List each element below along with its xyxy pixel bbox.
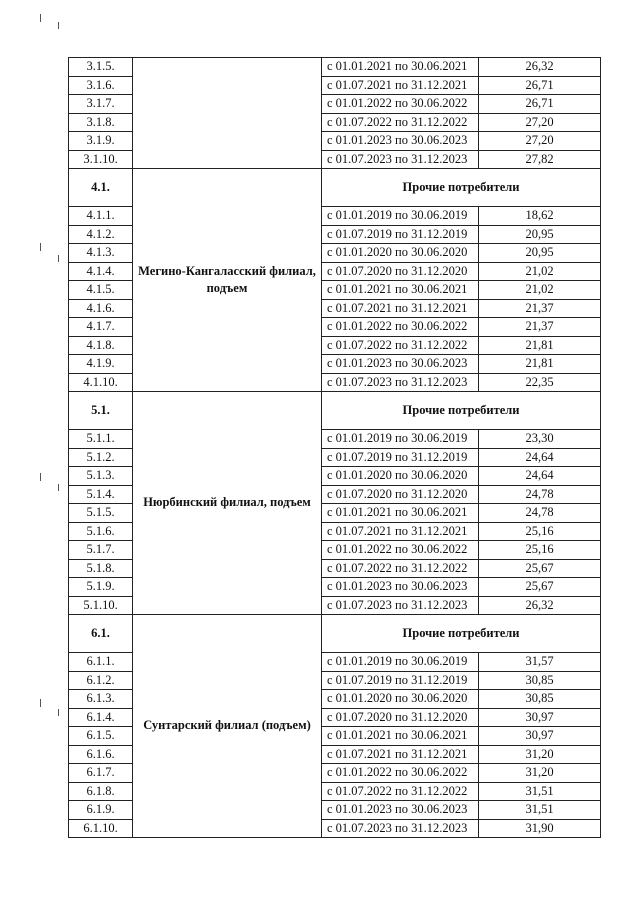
tariff-value: 25,67 xyxy=(479,578,601,597)
tariff-value: 22,35 xyxy=(479,373,601,392)
row-number: 4.1.5. xyxy=(69,281,133,300)
tariff-value: 21,37 xyxy=(479,299,601,318)
branch-name xyxy=(133,58,322,169)
tariff-value: 26,71 xyxy=(479,76,601,95)
period-cell: с 01.01.2021 по 30.06.2021 xyxy=(322,504,479,523)
period-cell: с 01.01.2021 по 30.06.2021 xyxy=(322,281,479,300)
branch-name: Нюрбинский филиал, подъем xyxy=(133,392,322,615)
section-header-row xyxy=(69,615,601,653)
period-cell: с 01.07.2019 по 31.12.2019 xyxy=(322,225,479,244)
row-number: 3.1.8. xyxy=(69,113,133,132)
row-number: 3.1.9. xyxy=(69,132,133,151)
period-cell: с 01.07.2022 по 31.12.2022 xyxy=(322,336,479,355)
scan-mark xyxy=(58,484,59,491)
tariff-value: 30,85 xyxy=(479,690,601,709)
row-number: 6.1.4. xyxy=(69,708,133,727)
row-number: 4.1.1. xyxy=(69,207,133,226)
row-number: 6.1.8. xyxy=(69,782,133,801)
period-cell: с 01.07.2023 по 31.12.2023 xyxy=(322,373,479,392)
period-cell: с 01.01.2023 по 30.06.2023 xyxy=(322,578,479,597)
period-cell: с 01.01.2020 по 30.06.2020 xyxy=(322,467,479,486)
period-cell: с 01.07.2019 по 31.12.2019 xyxy=(322,448,479,467)
period-cell: с 01.01.2023 по 30.06.2023 xyxy=(322,355,479,374)
period-cell: с 01.01.2023 по 30.06.2023 xyxy=(322,132,479,151)
scan-mark xyxy=(40,14,41,22)
row-number: 6.1.2. xyxy=(69,671,133,690)
tariff-value: 31,51 xyxy=(479,782,601,801)
row-number: 4.1.2. xyxy=(69,225,133,244)
period-cell: с 01.07.2023 по 31.12.2023 xyxy=(322,819,479,838)
tariff-value: 25,67 xyxy=(479,559,601,578)
tariff-value: 31,51 xyxy=(479,801,601,820)
scan-mark xyxy=(58,255,59,262)
period-cell: с 01.07.2020 по 31.12.2020 xyxy=(322,485,479,504)
period-cell: с 01.01.2022 по 30.06.2022 xyxy=(322,764,479,783)
branch-name: Мегино-Кангаласский филиал, подъем xyxy=(133,169,322,392)
period-cell: с 01.01.2020 по 30.06.2020 xyxy=(322,690,479,709)
row-number: 3.1.10. xyxy=(69,150,133,169)
scan-mark xyxy=(40,699,41,707)
period-cell: с 01.07.2022 по 31.12.2022 xyxy=(322,113,479,132)
tariff-value: 30,85 xyxy=(479,671,601,690)
tariff-table-body xyxy=(69,58,601,838)
tariff-value: 18,62 xyxy=(479,207,601,226)
row-number: 5.1.1. xyxy=(69,430,133,449)
period-cell: с 01.07.2021 по 31.12.2021 xyxy=(322,299,479,318)
tariff-value: 21,02 xyxy=(479,262,601,281)
period-cell: с 01.01.2019 по 30.06.2019 xyxy=(322,207,479,226)
tariff-value: 31,57 xyxy=(479,653,601,672)
period-cell: с 01.01.2022 по 30.06.2022 xyxy=(322,318,479,337)
row-number: 4.1.3. xyxy=(69,244,133,263)
tariff-value: 21,02 xyxy=(479,281,601,300)
row-number: 5.1.2. xyxy=(69,448,133,467)
tariff-value: 21,37 xyxy=(479,318,601,337)
tariff-value: 20,95 xyxy=(479,244,601,263)
row-number: 4.1.6. xyxy=(69,299,133,318)
period-cell: с 01.07.2020 по 31.12.2020 xyxy=(322,708,479,727)
consumer-category: Прочие потребители xyxy=(322,392,601,430)
row-number: 6.1.7. xyxy=(69,764,133,783)
row-number: 6.1.1. xyxy=(69,653,133,672)
row-number: 5.1.10. xyxy=(69,596,133,615)
section-number: 6.1. xyxy=(69,615,133,653)
period-cell: с 01.07.2020 по 31.12.2020 xyxy=(322,262,479,281)
row-number: 5.1.4. xyxy=(69,485,133,504)
tariff-value: 27,82 xyxy=(479,150,601,169)
section-header-row xyxy=(69,392,601,430)
scan-mark xyxy=(40,243,41,251)
row-number: 6.1.5. xyxy=(69,727,133,746)
row-number: 6.1.9. xyxy=(69,801,133,820)
tariff-value: 24,78 xyxy=(479,485,601,504)
period-cell: с 01.01.2019 по 30.06.2019 xyxy=(322,430,479,449)
tariff-value: 25,16 xyxy=(479,522,601,541)
tariff-value: 21,81 xyxy=(479,336,601,355)
row-number: 6.1.10. xyxy=(69,819,133,838)
period-cell: с 01.07.2019 по 31.12.2019 xyxy=(322,671,479,690)
scan-mark xyxy=(58,22,59,29)
section-number: 5.1. xyxy=(69,392,133,430)
scan-mark xyxy=(40,473,41,481)
period-cell: с 01.01.2019 по 30.06.2019 xyxy=(322,653,479,672)
tariff-value: 24,64 xyxy=(479,467,601,486)
tariff-value: 27,20 xyxy=(479,113,601,132)
tariff-value: 26,32 xyxy=(479,596,601,615)
tariff-value: 24,64 xyxy=(479,448,601,467)
row-number: 3.1.6. xyxy=(69,76,133,95)
row-number: 5.1.7. xyxy=(69,541,133,560)
consumer-category: Прочие потребители xyxy=(322,169,601,207)
row-number: 4.1.4. xyxy=(69,262,133,281)
period-cell: с 01.07.2022 по 31.12.2022 xyxy=(322,559,479,578)
row-number: 5.1.6. xyxy=(69,522,133,541)
tariff-value: 31,20 xyxy=(479,745,601,764)
scan-mark xyxy=(58,709,59,716)
tariff-value: 21,81 xyxy=(479,355,601,374)
tariff-value: 23,30 xyxy=(479,430,601,449)
period-cell: с 01.01.2021 по 30.06.2021 xyxy=(322,58,479,77)
section-number: 4.1. xyxy=(69,169,133,207)
tariff-value: 27,20 xyxy=(479,132,601,151)
period-cell: с 01.07.2021 по 31.12.2021 xyxy=(322,76,479,95)
tariff-value: 26,32 xyxy=(479,58,601,77)
row-number: 6.1.6. xyxy=(69,745,133,764)
tariff-value: 25,16 xyxy=(479,541,601,560)
row-number: 5.1.5. xyxy=(69,504,133,523)
period-cell: с 01.01.2021 по 30.06.2021 xyxy=(322,727,479,746)
period-cell: с 01.07.2021 по 31.12.2021 xyxy=(322,745,479,764)
row-number: 5.1.3. xyxy=(69,467,133,486)
tariff-value: 26,71 xyxy=(479,95,601,114)
period-cell: с 01.07.2021 по 31.12.2021 xyxy=(322,522,479,541)
period-cell: с 01.01.2020 по 30.06.2020 xyxy=(322,244,479,263)
branch-name: Сунтарский филиал (подъем) xyxy=(133,615,322,838)
tariff-value: 30,97 xyxy=(479,727,601,746)
period-cell: с 01.01.2022 по 30.06.2022 xyxy=(322,95,479,114)
period-cell: с 01.07.2023 по 31.12.2023 xyxy=(322,596,479,615)
period-cell: с 01.07.2022 по 31.12.2022 xyxy=(322,782,479,801)
row-number: 6.1.3. xyxy=(69,690,133,709)
tariff-table xyxy=(68,57,601,838)
tariff-value: 30,97 xyxy=(479,708,601,727)
row-number: 4.1.8. xyxy=(69,336,133,355)
row-number: 4.1.9. xyxy=(69,355,133,374)
period-cell: с 01.01.2022 по 30.06.2022 xyxy=(322,541,479,560)
row-number: 5.1.8. xyxy=(69,559,133,578)
row-number: 5.1.9. xyxy=(69,578,133,597)
row-number: 4.1.10. xyxy=(69,373,133,392)
section-header-row xyxy=(69,169,601,207)
row-number: 4.1.7. xyxy=(69,318,133,337)
tariff-value: 31,90 xyxy=(479,819,601,838)
period-cell: с 01.07.2023 по 31.12.2023 xyxy=(322,150,479,169)
row-number: 3.1.5. xyxy=(69,58,133,77)
table-row xyxy=(69,58,601,77)
tariff-value: 24,78 xyxy=(479,504,601,523)
row-number: 3.1.7. xyxy=(69,95,133,114)
tariff-value: 31,20 xyxy=(479,764,601,783)
tariff-value: 20,95 xyxy=(479,225,601,244)
period-cell: с 01.01.2023 по 30.06.2023 xyxy=(322,801,479,820)
consumer-category: Прочие потребители xyxy=(322,615,601,653)
